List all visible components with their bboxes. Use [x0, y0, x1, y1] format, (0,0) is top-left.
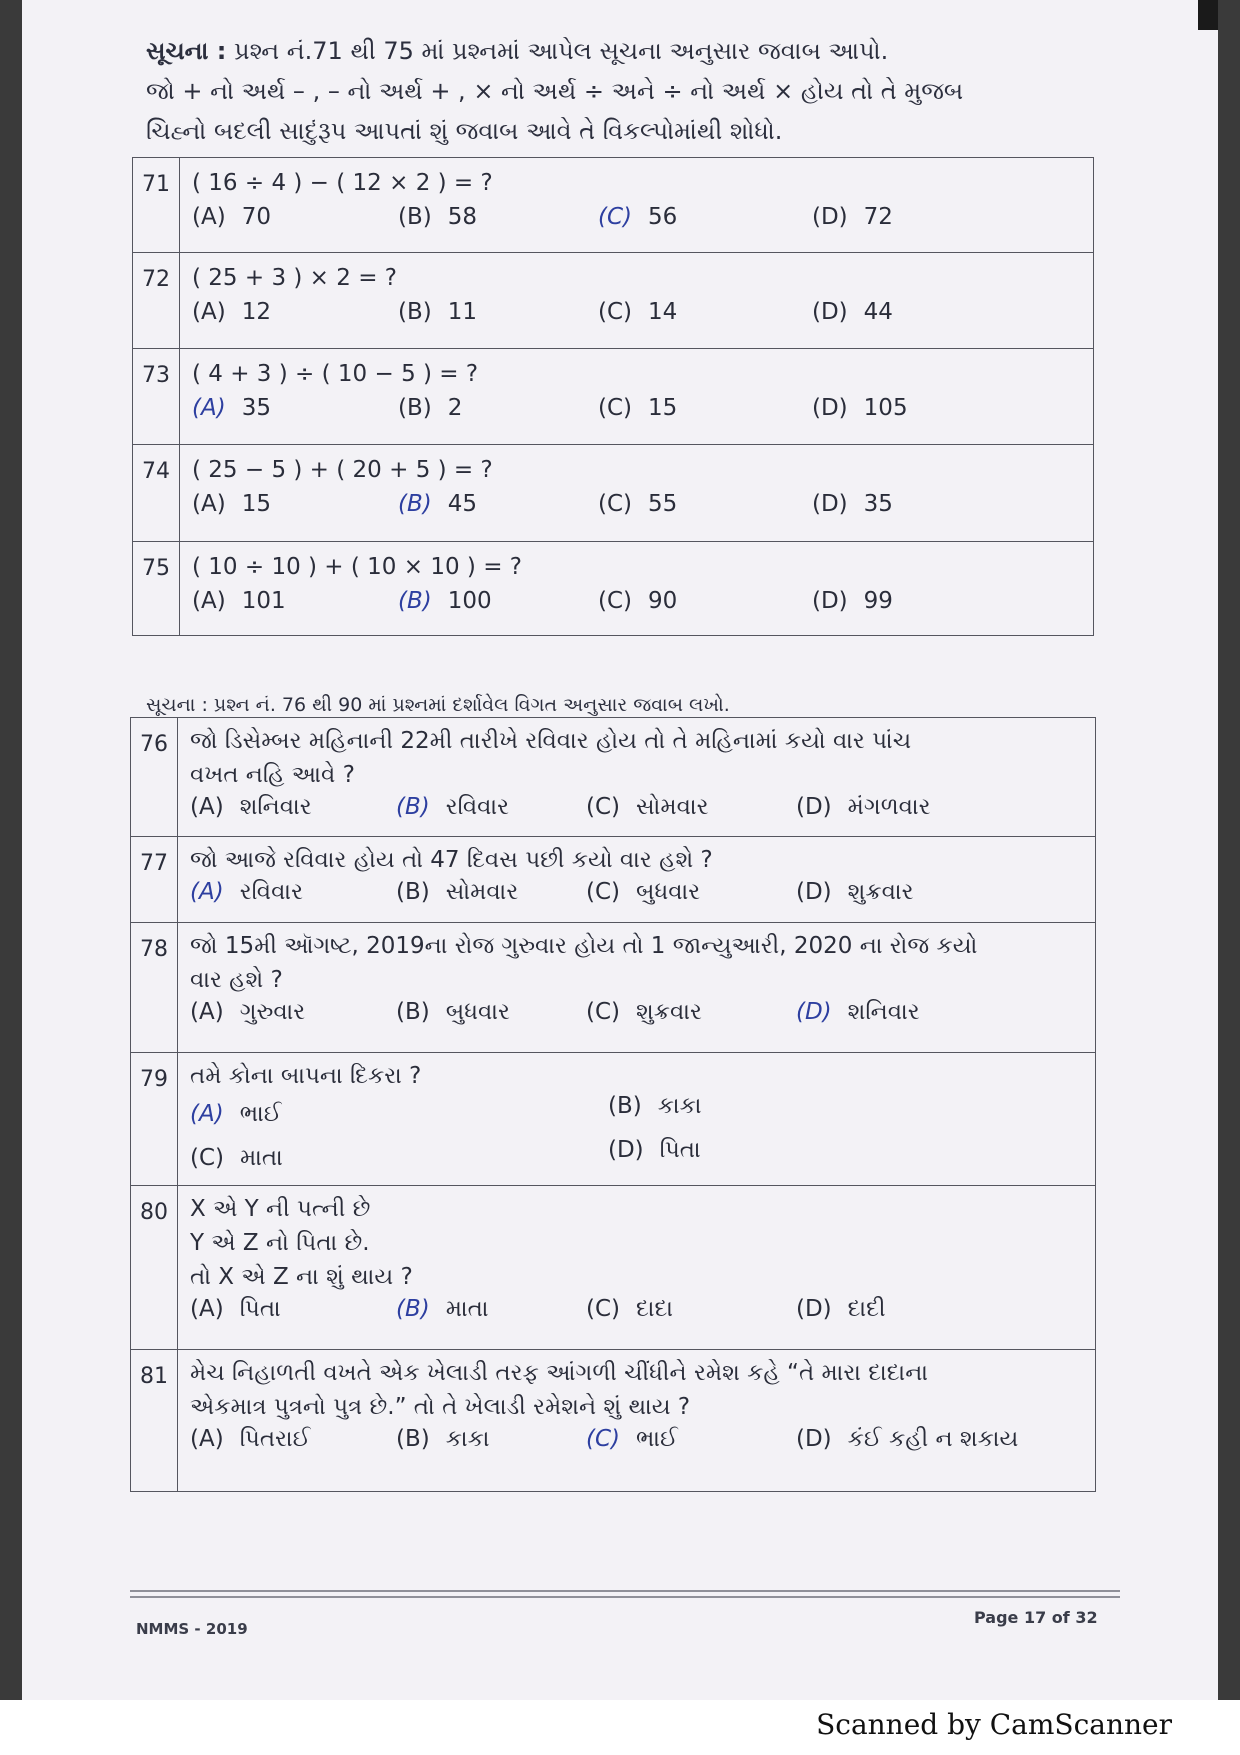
option-text: 56	[648, 204, 678, 230]
option-c	[586, 999, 702, 1025]
option-label: (C)	[598, 588, 633, 614]
option-label: (D)	[812, 299, 848, 325]
option-label: (D)	[812, 588, 848, 614]
option-text: 72	[863, 204, 893, 230]
option-c	[586, 1426, 678, 1452]
option-d	[796, 1296, 886, 1322]
question-text: ( 25 − 5 ) + ( 20 + 5 ) = ?	[192, 457, 493, 483]
question-number: 72	[133, 253, 180, 349]
option-label: (A)	[190, 879, 224, 905]
option-text: શુક્રવાર	[847, 879, 914, 905]
question-text-line: વખત નહિ આવે ?	[190, 762, 355, 788]
question-number: 74	[133, 445, 180, 542]
option-c	[586, 1296, 673, 1322]
option-text: પિતરાઈ	[239, 1426, 311, 1452]
option-d	[812, 588, 893, 614]
option-text: 15	[241, 491, 271, 517]
instruction-line-2: જો + નો અર્થ – , – નો અર્થ + , × નો અર્થ ÷ અને ÷ નો અર્થ × હોય તો તે મુજબ	[146, 77, 964, 105]
option-text: 12	[241, 299, 271, 325]
option-c	[586, 794, 709, 820]
question-body	[178, 837, 1096, 923]
option-text: 99	[863, 588, 893, 614]
option-label: (B)	[396, 879, 430, 905]
option-d	[796, 794, 931, 820]
question-number: 78	[131, 923, 178, 1053]
instruction-line-3: ચિહ્નો બદલી સાદુંરૂપ આપતાં શું જવાબ આવે તે વિકલ્પોમાંથી શોધો.	[146, 117, 783, 145]
question-body	[178, 923, 1096, 1053]
option-label: (A)	[190, 1101, 224, 1127]
question-row	[133, 542, 1094, 636]
option-label: (A)	[192, 491, 226, 517]
option-d	[796, 879, 914, 905]
option-label: (B)	[398, 204, 432, 230]
option-text: 105	[863, 395, 908, 421]
option-b	[398, 395, 462, 421]
option-label: (D)	[812, 204, 848, 230]
option-b	[398, 588, 492, 614]
option-c	[586, 879, 700, 905]
option-text: ભાઈ	[636, 1426, 678, 1452]
option-c	[598, 491, 677, 517]
option-label: (C)	[586, 999, 621, 1025]
option-label: (D)	[812, 491, 848, 517]
options-row	[178, 788, 1095, 836]
option-b	[396, 1296, 489, 1322]
option-label: (A)	[192, 395, 226, 421]
question-row	[133, 445, 1094, 542]
option-label: (C)	[598, 299, 633, 325]
option-text: કાકા	[445, 1426, 490, 1452]
option-label: (D)	[796, 999, 832, 1025]
question-row	[133, 349, 1094, 445]
option-label: (C)	[598, 491, 633, 517]
options-row	[178, 1290, 1095, 1338]
option-label: (C)	[586, 1296, 621, 1322]
option-b	[398, 204, 477, 230]
options-row	[180, 580, 1093, 628]
question-text-line: એકમાત્ર પુત્રનો પુત્ર છે.” તો તે ખેલાડી રમેશને શું થાય ?	[190, 1394, 691, 1420]
question-row	[131, 1053, 1096, 1186]
footer-page-number: Page 17 of 32	[974, 1608, 1098, 1627]
options-row	[178, 873, 1095, 921]
option-label: (A)	[192, 204, 226, 230]
option-text: 2	[447, 395, 463, 421]
option-text: 14	[648, 299, 678, 325]
option-b	[396, 879, 518, 905]
option-text: કંઈ કહી ન શકાય	[847, 1426, 1019, 1452]
question-body	[178, 718, 1096, 837]
option-d	[608, 1137, 701, 1163]
option-a	[192, 491, 271, 517]
option-label: (A)	[190, 999, 224, 1025]
option-b	[396, 999, 510, 1025]
option-b	[396, 794, 509, 820]
option-d	[796, 1426, 1018, 1452]
option-label: (C)	[586, 1426, 621, 1452]
question-row	[131, 1350, 1096, 1492]
option-text: પિતા	[239, 1296, 281, 1322]
question-row	[131, 837, 1096, 923]
option-c	[190, 1145, 283, 1171]
option-text: શનિવાર	[239, 794, 312, 820]
option-a	[192, 588, 286, 614]
option-a	[192, 299, 271, 325]
option-label: (B)	[396, 999, 430, 1025]
instruction-line-1: સૂચના : પ્રશ્ન નં.71 થી 75 માં પ્રશ્નમાં આપેલ સૂચના અનુસાર જવાબ આપો.	[146, 37, 889, 65]
question-body	[178, 1186, 1096, 1350]
option-text: 101	[241, 588, 286, 614]
scanner-watermark: Scanned by CamScanner	[816, 1708, 1172, 1741]
option-text: રવિવાર	[445, 794, 510, 820]
option-text: 90	[648, 588, 678, 614]
question-body	[178, 1350, 1096, 1492]
option-text: 45	[447, 491, 478, 517]
question-body	[180, 349, 1094, 445]
option-text: માતા	[240, 1145, 283, 1171]
options-row	[180, 196, 1093, 244]
question-row	[131, 718, 1096, 837]
option-a	[190, 794, 312, 820]
question-number: 73	[133, 349, 180, 445]
question-number: 80	[131, 1186, 178, 1350]
question-text-line: મેચ નિહાળતી વખતે એક ખેલાડી તરફ આંગળી ચીંધીને રમેશ કહે “તે મારા દાદાના	[190, 1360, 928, 1386]
option-text: બુધવાર	[445, 999, 510, 1025]
option-text: 70	[241, 204, 271, 230]
options-row	[180, 387, 1093, 435]
options-row	[180, 483, 1093, 531]
option-text: સોમવાર	[636, 794, 709, 820]
option-d	[812, 299, 893, 325]
options-row	[178, 993, 1095, 1041]
question-text-line: Y એ Z નો પિતા છે.	[190, 1230, 370, 1256]
question-row	[131, 1186, 1096, 1350]
option-text: 15	[648, 395, 678, 421]
question-text: ( 4 + 3 ) ÷ ( 10 − 5 ) = ?	[192, 361, 479, 387]
question-text-line: જો ડિસેમ્બર મહિનાની 22મી તારીખે રવિવાર હોય તો તે મહિનામાં કયો વાર પાંચ	[190, 728, 912, 754]
option-label: (A)	[190, 794, 224, 820]
option-label: (D)	[812, 395, 848, 421]
option-a	[190, 1426, 310, 1452]
option-text: માતા	[445, 1296, 489, 1322]
option-text: 100	[447, 588, 492, 614]
option-text: 35	[863, 491, 893, 517]
questions-table-76-81	[130, 717, 1096, 1492]
questions-table-71-75	[132, 157, 1094, 636]
option-label: (B)	[398, 588, 432, 614]
option-text: 35	[241, 395, 271, 421]
option-c	[598, 299, 677, 325]
options-row	[178, 1420, 1095, 1468]
question-number: 79	[131, 1053, 178, 1186]
option-label: (B)	[398, 395, 432, 421]
option-c	[598, 395, 677, 421]
question-text-line: જો 15મી ઑગષ્ટ, 2019ના રોજ ગુરુવાર હોય તો 1 જાન્યુઆરી, 2020 ના રોજ કયો	[190, 933, 978, 959]
option-label: (D)	[796, 879, 832, 905]
option-a	[190, 1101, 281, 1127]
option-label: (B)	[398, 491, 432, 517]
option-d	[812, 491, 893, 517]
option-text: 44	[863, 299, 893, 325]
option-d	[796, 999, 920, 1025]
question-body	[180, 158, 1094, 253]
option-label: (B)	[396, 1426, 430, 1452]
question-text: ( 10 ÷ 10 ) + ( 10 × 10 ) = ?	[192, 554, 522, 580]
option-b	[608, 1093, 701, 1119]
option-b	[398, 299, 477, 325]
question-number: 81	[131, 1350, 178, 1492]
option-c	[598, 588, 677, 614]
option-a	[192, 204, 271, 230]
question-text: ( 16 ÷ 4 ) − ( 12 × 2 ) = ?	[192, 170, 493, 196]
option-text: મંગળવાર	[847, 794, 931, 820]
option-text: દાદી	[847, 1296, 886, 1322]
option-a	[192, 395, 271, 421]
option-text: કાકા	[657, 1093, 702, 1119]
footer-exam-name: NMMS - 2019	[136, 1620, 248, 1638]
options-row	[180, 291, 1093, 339]
option-label: (A)	[192, 299, 226, 325]
option-label: (C)	[586, 794, 621, 820]
option-label: (C)	[598, 395, 633, 421]
question-text-line: તમે કોના બાપના દિકરા ?	[190, 1063, 422, 1089]
option-label: (A)	[192, 588, 226, 614]
option-d	[812, 204, 893, 230]
option-b	[398, 491, 477, 517]
option-label: (D)	[796, 794, 832, 820]
question-body	[180, 542, 1094, 636]
option-text: દાદા	[636, 1296, 673, 1322]
option-d	[812, 395, 908, 421]
question-text: ( 25 + 3 ) × 2 = ?	[192, 265, 397, 291]
option-text: રવિવાર	[239, 879, 303, 905]
option-text: 11	[447, 299, 478, 325]
question-body	[180, 445, 1094, 542]
question-row	[133, 158, 1094, 253]
option-text: 55	[648, 491, 678, 517]
option-label: (C)	[598, 204, 633, 230]
options-grid	[178, 1089, 1095, 1185]
question-row	[133, 253, 1094, 349]
option-text: બુધવાર	[636, 879, 701, 905]
option-label: (D)	[796, 1426, 832, 1452]
instruction-2: સૂચના : પ્રશ્ન નં. 76 થી 90 માં પ્રશ્નમાં દર્શાવેલ વિગત અનુસાર જવાબ લખો.	[146, 694, 730, 716]
option-label: (D)	[608, 1137, 644, 1163]
question-number: 71	[133, 158, 180, 253]
option-label: (B)	[608, 1093, 642, 1119]
option-a	[190, 879, 303, 905]
option-text: ભાઈ	[239, 1101, 282, 1127]
question-body	[178, 1053, 1096, 1186]
option-c	[598, 204, 677, 230]
option-text: સોમવાર	[445, 879, 519, 905]
option-label: (A)	[190, 1296, 224, 1322]
footer-rule	[130, 1590, 1120, 1606]
question-text-line: તો X એ Z ના શું થાય ?	[190, 1264, 413, 1290]
option-text: 58	[447, 204, 478, 230]
option-b	[396, 1426, 489, 1452]
option-a	[190, 1296, 281, 1322]
question-number: 77	[131, 837, 178, 923]
question-body	[180, 253, 1094, 349]
option-label: (A)	[190, 1426, 224, 1452]
option-a	[190, 999, 305, 1025]
question-text-line: વાર હશે ?	[190, 967, 283, 993]
option-label: (D)	[796, 1296, 832, 1322]
option-label: (C)	[190, 1145, 225, 1171]
option-text: શનિવાર	[847, 999, 920, 1025]
option-label: (C)	[586, 879, 621, 905]
option-text: શુક્રવાર	[636, 999, 702, 1025]
option-label: (B)	[396, 794, 430, 820]
option-label: (B)	[396, 1296, 430, 1322]
option-text: પિતા	[659, 1137, 701, 1163]
question-row	[131, 923, 1096, 1053]
option-text: ગુરુવાર	[239, 999, 306, 1025]
option-label: (B)	[398, 299, 432, 325]
question-number: 76	[131, 718, 178, 837]
question-text-line: X એ Y ની પત્ની છે	[190, 1196, 371, 1222]
question-text-line: જો આજે રવિવાર હોય તો 47 દિવસ પછી કયો વાર હશે ?	[190, 847, 713, 873]
question-number: 75	[133, 542, 180, 636]
